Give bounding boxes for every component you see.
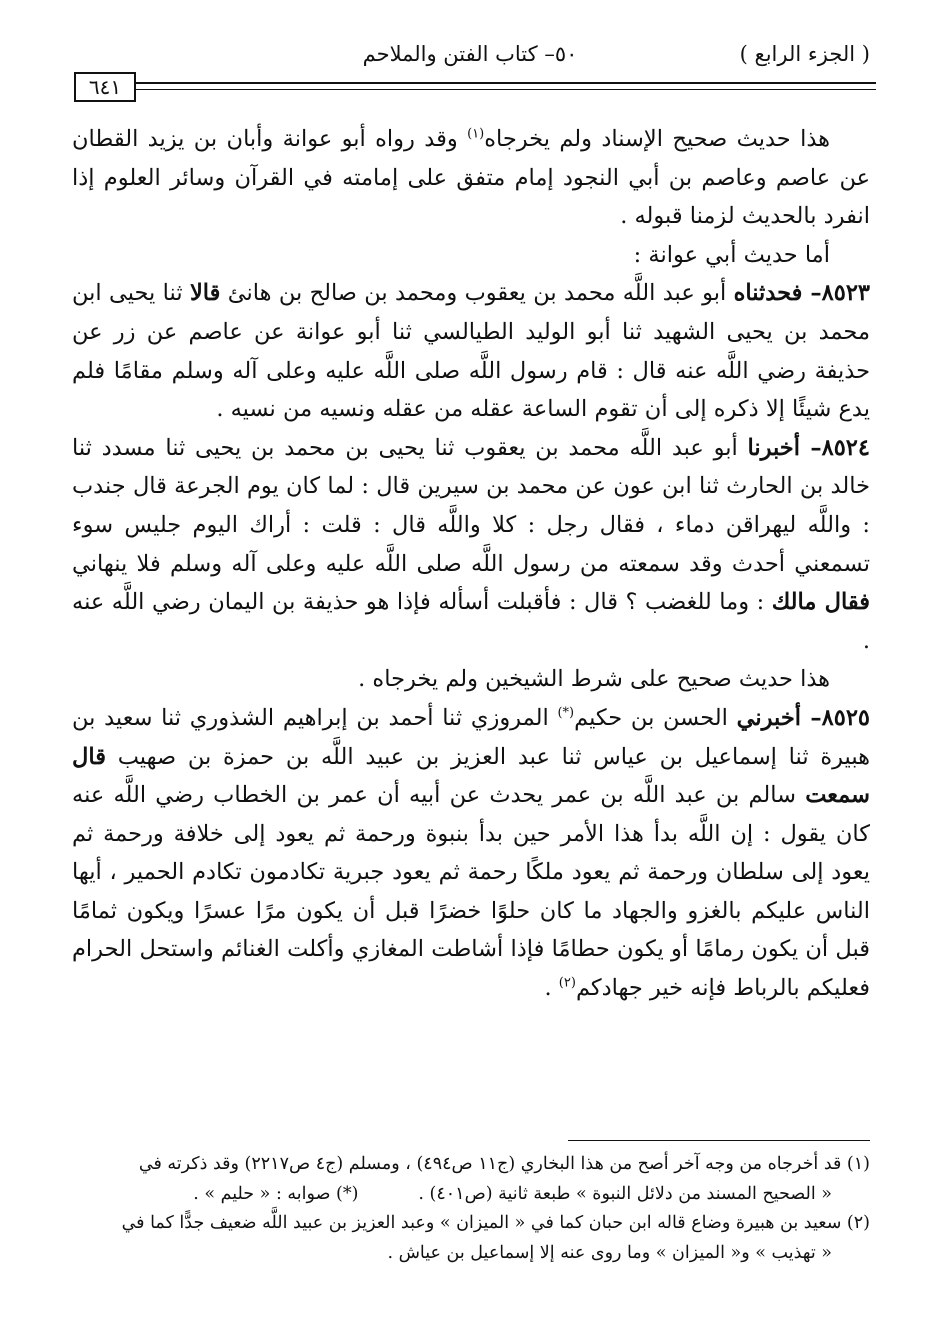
footnote-2: (٢) سعيد بن هبيرة وضاع قاله ابن حبان كما في « الميزان » وعبد العزيز بن عبيد اللَّه ضعيف جدًّا كما في [121, 1213, 870, 1233]
hadith-number: ٨٥٢٥– [810, 704, 871, 731]
text-run: المروزي ثنا أحمد بن إبراهيم الشذوري ثنا سعيد بن هبيرة ثنا إسماعيل بن عياس ثنا عبد العزيز بن عبيد اللَّه بن حمزة بن صهيب [72, 704, 870, 770]
paragraph-abu-awana: أما حديث أبي عوانة : [633, 241, 830, 268]
footnote-ref-star: (*) [557, 705, 575, 721]
text-run: وقد رواه أبو عوانة وأبان بن يزيد القطان عن عاصم وعاصم بن أبي النجود إمام متفق على إمامته في القرآن وسائر العلوم إذا انفرد بالحديث لزمنا قبوله . [72, 126, 870, 230]
footnote-2-continued: « تهذيب » و« الميزان » وما روى عنه إلا إسماعيل بن عياش . [387, 1243, 832, 1263]
footnotes [72, 1150, 870, 1268]
text-run: . [544, 975, 559, 1002]
header-book-part: ( الجزء الرابع ) [739, 42, 870, 66]
narration-keyword: قال سمعت [72, 743, 870, 809]
main-text [72, 120, 870, 1008]
footnote-ref-2: (٢) [558, 975, 576, 991]
narration-keyword: فقال مالك [771, 589, 870, 616]
footnote-rule [568, 1140, 870, 1141]
paragraph-intro [72, 120, 870, 236]
footnote-ref-1: (١) [467, 126, 485, 142]
text-run: سالم بن عبد اللَّه بن عمر يحدث عن أبيه أن عمر بن الخطاب رضي اللَّه عنه كان يقول : إن اللَّه بدأ هذا الأمر حين بدأ بنبوة ورحمة ثم يعود إلى خلافة ورحمة ثم يعود إلى سلطان ورحمة ثم يعود ملكًا رحمة ثم يعود جبرية تكادمون تكادم الحمير ، أيها الناس عليكم بالغزو والجهاد ما كان حلوًا خضرًا قبل أن يكون مرًا عسرًا ويكون ثمامًا قبل أن يكون رمامًا أو يكون حطامًا فإذا أشاطت المغازي وأكلت الغنائم واستحل الحرام فعليكم بالرباط فإنه خير جهادكم [72, 782, 871, 1002]
header-rule-thin [134, 89, 876, 90]
hadith-8524 [72, 429, 870, 661]
text-run: أبو عبد اللَّه محمد بن يعقوب ثنا يحيى بن محمد بن يحيى ثنا مسدد ثنا خالد بن الحارث ثنا ابن عون عن محمد بن سيرين قال : لما كان يوم الجرعة قال جندب : واللَّه ليهراقن دماء ، فقال رجل : كلا واللَّه قال : قلت : أراك اليوم جليس سوء تسمعني أحدث وقد سمعته من رسول اللَّه صلى اللَّه عليه وعلى آله وسلم فلا ينهاني [72, 434, 870, 577]
hadith-8525 [72, 699, 870, 1008]
text-run: أبو عبد اللَّه محمد بن يعقوب ومحمد بن صالح بن هانئ [220, 280, 734, 307]
text-run: الحسن بن حكيم [574, 704, 737, 731]
hadith-number: ٨٥٢٤– [810, 434, 870, 461]
text-run: ثنا يحيى ابن محمد بن يحيى الشهيد ثنا أبو الوليد الطيالسي ثنا أبو عوانة عن عاصم عن زر عن حذيفة رضي اللَّه عنه قال : قام رسول اللَّه صلى اللَّه عليه وعلى آله وسلم مقامًا فلم يدع شيئًا إلا ذكره إلى أن تقوم الساعة عقله من عقله ونسيه من نسيه . [72, 280, 870, 423]
narration-keyword: أخبرنا [747, 434, 811, 461]
footnote-1: (١) قد أخرجاه من وجه آخر أصح من هذا البخاري (ج١١ ص٤٩٤) ، ومسلم (ج٤ ص٢٢١٧) وقد ذكرته في [138, 1154, 870, 1174]
header-rule [134, 82, 876, 84]
footnote-star: (*) صوابه : « حليم » . [193, 1184, 359, 1204]
narration-keyword: فحدثناه [733, 280, 811, 307]
paragraph-sahih: هذا حديث صحيح على شرط الشيخين ولم يخرجاه . [358, 666, 830, 693]
text-run: هذا حديث صحيح الإسناد ولم يخرجاه [484, 126, 830, 152]
text-run: : وما للغضب ؟ قال : فأقبلت أسأله فإذا هو حذيفة بن اليمان رضي اللَّه عنه . [72, 589, 870, 654]
hadith-8523 [72, 274, 870, 428]
narration-keyword: أخبرني [736, 704, 811, 731]
text-run: « الصحيح المسند من دلائل النبوة » طبعة ثانية (ص٤٠١) . [418, 1184, 832, 1204]
page-number: ٦٤١ [74, 72, 136, 102]
footnote-1-continued [72, 1180, 870, 1209]
header-chapter-title: ٥٠– كتاب الفتن والملاحم [362, 42, 578, 66]
hadith-number: ٨٥٢٣– [810, 280, 871, 307]
narration-keyword: قالا [189, 280, 221, 307]
